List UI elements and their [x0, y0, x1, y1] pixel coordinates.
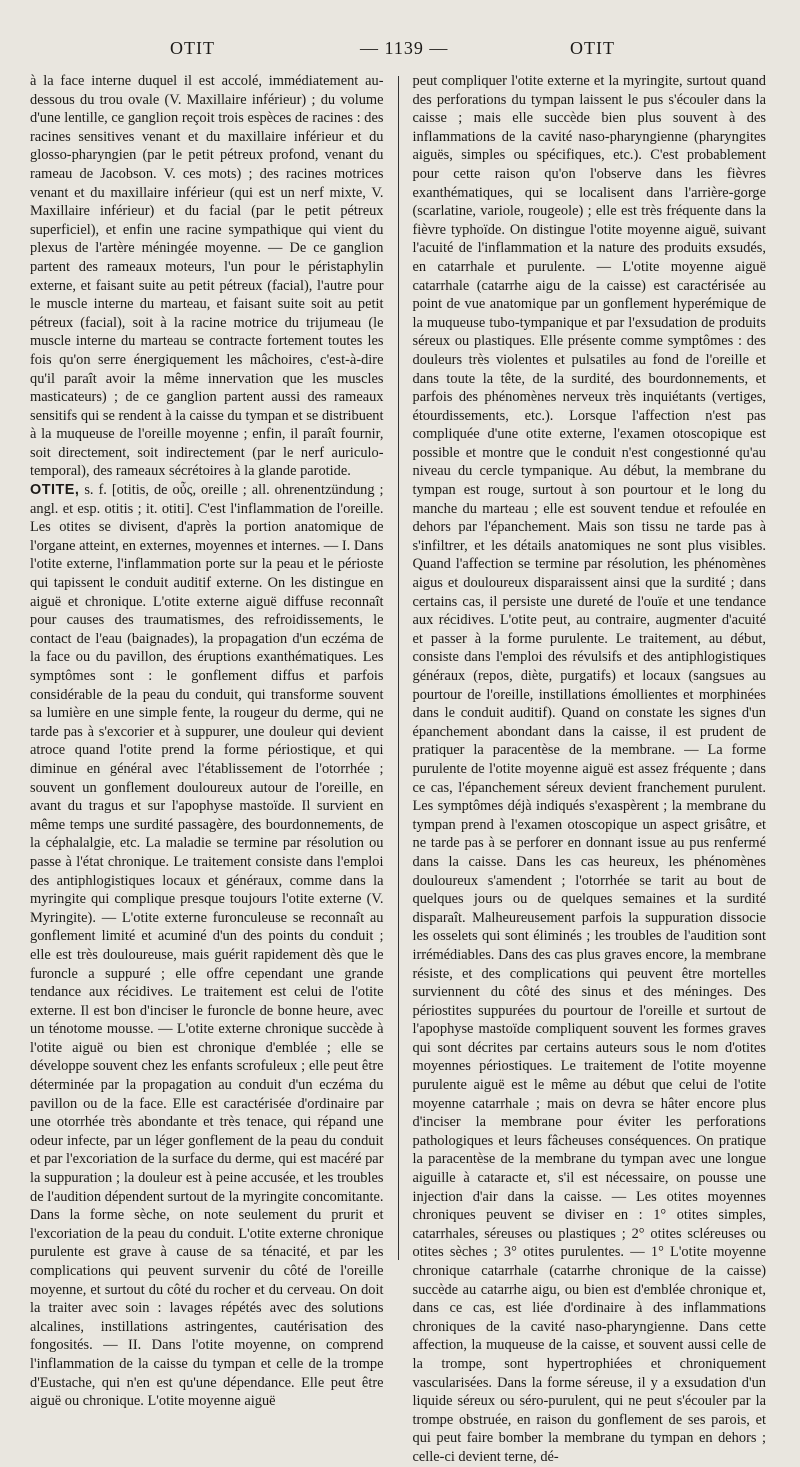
text-columns — [30, 72, 766, 1465]
left-column-continuation: à la face interne duquel il est accolé, immédiatement au-dessous du trou ovale (V. Maxillaire inférieur) ; du volume d'une lentille, ce ganglion reçoit trois espèces de racines : des racines sensitives venant et du maxillaire inférieur et du glosso-pharyngien (par le petit pétreux profond, venant du rameau de Jacobson. V. ces mots) ; des racines motrices venant et du maxillaire inférieur (qui est un nerf mixte, V. Maxillaire inférieur) et du facial (par le petit pétreux superficiel), et enfin une racine sympathique qui vient du plexus de l'artère méningée moyenne. — De ce ganglion partent des rameaux moteurs, l'un pour le péristaphylin externe, et faisant suite au petit pétreux (facial), l'autre pour le muscle interne du marteau, et faisant suite soit au petit pétreux (facial), soit à la racine motrice du trijumeau (le muscle interne du marteau se contracte fortement toutes les fois qu'on serre énergiquement les mâchoires, c'est-à-dire qu'il paraît avoir la même innervation que les muscles masticateurs) ; de ce ganglion partent aussi des rameaux sensitifs qui se rendent à la caisse du tympan et se distribuent à la muqueuse de l'oreille moyenne ; enfin, il paraît fournir, soit directement, soit indirectement (par le nerf auriculo-temporal), des rameaux sécrétoires à la glande parotide. — [30, 73, 384, 480]
running-header — [30, 38, 766, 68]
entry-headword: OTITE, — [30, 482, 80, 499]
right-column — [412, 72, 767, 1465]
entry-otite — [30, 481, 384, 1411]
right-column-text: peut compliquer l'otite externe et la myringite, surtout quand des perforations du tympan laissent le pus s'écouler dans la caisse ; mais elle succède bien plus souvent à des inflammations de la cavité naso-pharyngienne (pharyngites aiguës, simples ou spécifiques, etc.). C'est probablement pour cette raison qu'on l'observe dans les fièvres exanthématiques, qui se localisent dans l'arrière-gorge (scarlatine, variole, rougeole) ; elle est très fréquente dans la fièvre typhoïde. On distingue l'otite moyenne aiguë, suivant l'acuité de l'inflammation et la nature des produits exsudés, en catarrhale et purulente. — L'otite moyenne aiguë catarrhale (catarrhe aigu de la caisse) est caractérisée au point de vue anatomique par un gonflement hyperémique de la muqueuse tubo-tympanique et par l'exsudation de produits séreux ou plastiques. Elle présente comme symptômes : des douleurs très violentes et pulsatiles au fond de l'oreille et dans toute la tête, de la surdité, des bourdonnements, et parfois des phénomènes nerveux très inquiétants (vertiges, étourdissements, etc.). Lorsque l'affection n'est pas compliquée d'une otite externe, l'examen otoscopique est possible et montre que le conduit n'est congestionné qu'au niveau du cercle tympanique. Au début, la membrane du tympan est rouge, surtout à son pourtour et le long du manche du marteau ; elle est souvent tendue et refoulée en dehors par l'épanchement. Mais son tissu ne tarde pas à s'infiltrer, et les détails anatomiques ne sont plus visibles. Quand l'affection se termine par résolution, les phénomènes aigus et douloureux disparaissent ainsi que la surdité ; dans certains cas, il persiste une dureté de l'ouïe et une tendance aux récidives. L'otite peut, au contraire, augmenter d'acuité et passer à la forme purulente. Le traitement, au début, consiste dans l'emploi des révulsifs et des antiphlogistiques généraux (repos, diète, purgatifs) et locaux (sangsues au pourtour de l'oreille, instillations émollientes et morphinées dans le conduit auditif). Quand on constate les signes d'un épanchement abondant dans la caisse, il est prudent de pratiquer la paracentèse de la membrane. — La forme purulente de l'otite moyenne aiguë est assez fréquente ; dans ce cas, l'épanchement séreux devient franchement purulent. Les symptômes déjà indiqués s'exaspèrent ; la membrane du tympan prend à l'examen otoscopique un aspect grisâtre, et ne tarde pas à se perforer en donnant issue au pus renfermé dans la caisse. Dans les cas heureux, les phénomènes douloureux s'amendent ; l'otorrhée se tarit au bout de quelques jours ou de quelques semaines et la surdité disparaît. Malheureusement parfois la suppuration dissocie les osselets qui sont éliminés ; les troubles de l'audition sont irrémédiables. Dans des cas plus graves encore, la membrane résiste, et des complications qui peuvent être mortelles surviennent du côté des sinus et des méninges. Des périostites suppurées du pourtour de l'oreille et surtout de l'apophyse mastoïde compliquent souvent les formes graves qui sont décrites par certains auteurs sous le nom d'otites moyennes périostiques. Le traitement de l'otite moyenne purulente aiguë est le même au début que celui de l'otite moyenne catarrhale ; mais on devra se hâter encore plus d'inciser la membrane pour éviter les perforations pathologiques et leurs fâcheuses conséquences. On pratique la paracentèse de la membrane du tympan avec une longue aiguille à cataracte et, s'il est nécessaire, on pousse une injection d'air dans la caisse. — Les otites moyennes chroniques peuvent se diviser en : 1° otites simples, catarrhales, séreuses ou plastiques ; 2° otites scléreuses ou otites sèches ; 3° otites purulentes. — 1° L'otite moyenne chronique catarrhale (catarrhe chronique de la caisse) succède au catarrhe aigu, ou bien est d'emblée chronique et, dans ce cas, est liée d'ordinaire à des inflammations chroniques de la cavité naso-pharyngienne. Dans cette affection, la muqueuse de la caisse, et souvent aussi celle de la trompe, sont hypertrophiées et chroniquement vascularisées. Dans la forme séreuse, il y a exsudation d'un liquide séreux ou séro-purulent, qui ne peut s'écouler par la trompe obstruée, en raison du gonflement de ses parois, et qui peut faire bomber la membrane du tympan en dehors ; celle-ci devient terne, dé- — [412, 73, 766, 1465]
page-number: — 1139 — — [360, 38, 449, 58]
header-right-word: OTIT — [570, 38, 615, 58]
left-column — [30, 72, 384, 1410]
column-divider — [398, 76, 399, 1260]
header-left-word: OTIT — [170, 38, 215, 58]
entry-otite-body: s. f. [otitis, de οὖς, oreille ; all. ohrenentzündung ; angl. et esp. otitis ; it. otiti]. C'est l'inflammation de l'oreille. Les otites se divisent, d'après la portion anatomique de l'organe atteint, en externes, moyennes et internes. — I. Dans l'otite externe, l'inflammation porte sur la peau et le périoste qui tapissent le conduit auditif externe. On les distingue en aiguë et chronique. L'otite externe aiguë diffuse reconnaît pour causes des traumatismes, des refroidissements, le contact de l'eau (baignades), la propagation d'un eczéma de la face ou du pavillon, des éruptions exanthématiques. Les symptômes sont : le gonflement diffus et parfois considérable de la peau du conduit, qui transforme souvent sa lumière en une simple fente, la rougeur du derme, qui ne tarde pas à s'excorier et à suppurer, une douleur qui devient atroce quand l'otite prend la forme périostique, et qui diminue en général avec l'établissement de l'otorrhée ; souvent un gonflement douloureux autour de l'oreille, en avant du tragus et sur l'apophyse mastoïde. Il survient en même temps une surdité passagère, des bourdonnements, de la céphalalgie, etc. La maladie se termine par résolution ou passe à l'état chronique. Le traitement consiste dans l'emploi des antiphlogistiques locaux et généraux, comme dans la myringite qui complique presque toujours l'otite externe (V. Myringite). — L'otite externe furonculeuse se reconnaît au gonflement limité et acuminé d'un des points du conduit ; elle est très douloureuse, mais guérit rapidement dès que le furoncle a suppuré ; elle offre cependant une grande tendance aux récidives. Le traitement est celui de l'otite externe. Il est bon d'inciser le furoncle de bonne heure, avec un ténotome mousse. — L'otite externe chronique succède à l'otite aiguë ou bien est chronique d'emblée ; elle se développe souvent chez les enfants scrofuleux ; elle peut être déterminée par la propagation au conduit d'un eczéma du pavillon ou de la face. Elle est caractérisée d'ordinaire par une otorrhée très abondante et très tenace, qui répand une odeur infecte, par un léger gonflement de la peau du conduit et par l'excoriation de la surface du derme, qui est macéré par la suppuration ; la douleur est à peine accusée, et les troubles de l'audition dépendent surtout de la myringite concomitante. Dans la forme sèche, on note seulement du prurit et l'excoriation de la peau du conduit. L'otite externe chronique purulente est grave à cause de sa ténacité, et par les complications qui peuvent survenir du côté de l'oreille moyenne, et surtout du côté du rocher et du cerveau. On doit la traiter avec soin : lavages répétés avec des solutions alcalines, instillations astringentes, cautérisation des fongosités. — II. Dans l'otite moyenne, on comprend l'inflammation de la caisse du tympan et celle de la trompe d'Eustache, qui n'en est qu'une dépendance. Elle peut être aiguë ou chronique. L'otite moyenne aiguë — [30, 482, 384, 1410]
